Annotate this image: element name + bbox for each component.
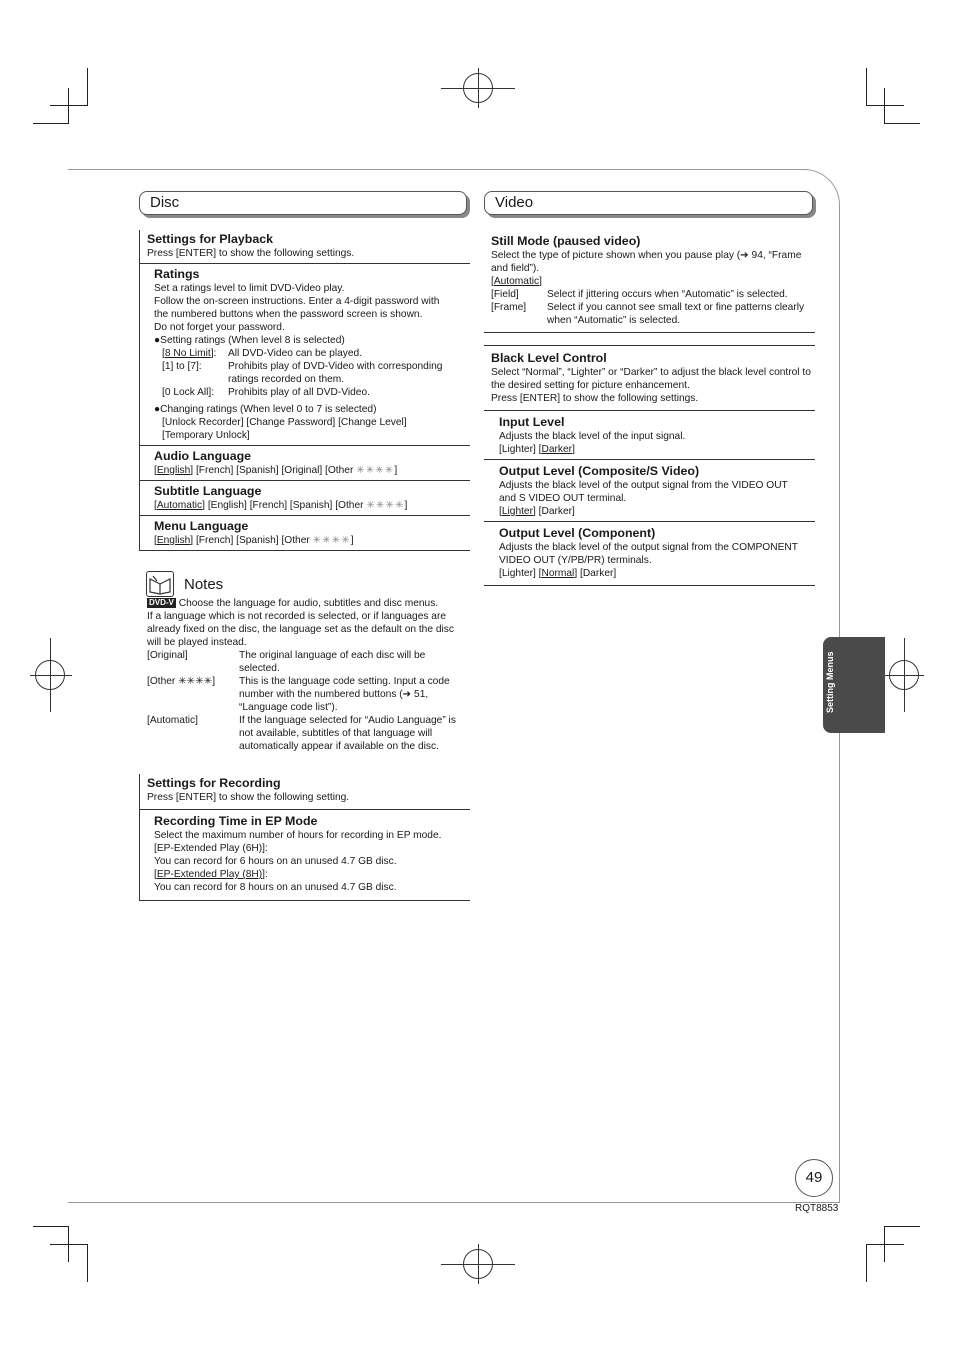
still-mode-option-key: [Frame] <box>491 302 527 313</box>
black-level-intro: Press [ENTER] to show the following settings. <box>491 393 699 404</box>
subtitle-language-title: Subtitle Language <box>154 484 262 498</box>
notes-line: Choose the language for audio, subtitles and disc menus. <box>178 598 439 609</box>
menu-language-options: [English] [French] [Spanish] [Other ✳✳✳✳] <box>154 535 354 546</box>
dvd-v-badge: DVD-V <box>149 598 174 607</box>
video-section-header: Video <box>484 191 813 215</box>
still-mode-option <box>491 288 815 301</box>
composite-output-block <box>484 459 815 521</box>
recording-settings-title: Settings for Recording <box>147 776 281 790</box>
ratings-desc-line: the numbered buttons when the password screen is shown. <box>154 309 423 320</box>
component-output-block <box>484 521 815 585</box>
ep-option-desc: You can record for 8 hours on an unused 4.7 GB disc. <box>154 882 397 893</box>
crop-mark <box>884 88 885 124</box>
notes-icon <box>146 571 174 597</box>
ratings-option <box>154 360 470 386</box>
black-level-title: Black Level Control <box>491 351 607 365</box>
still-mode-title: Still Mode (paused video) <box>491 234 641 248</box>
audio-language-block <box>140 445 470 480</box>
registration-mark <box>478 1244 479 1284</box>
playback-settings-title: Settings for Playback <box>147 232 274 246</box>
recording-settings-intro: Press [ENTER] to show the following setting. <box>147 792 350 803</box>
ratings-change-options: [Unlock Recorder] [Change Password] [Change Level] <box>162 417 407 428</box>
subtitle-language-block <box>140 480 470 515</box>
still-mode-option-desc: Select if jittering occurs when “Automatic” is selected. <box>547 289 788 300</box>
notes-item-desc: This is the language code setting. Input a code number with the numbered buttons (➔ 51, “Language code list”). <box>239 676 450 713</box>
notes-item-desc: If the language selected for “Audio Language” is not available, subtitles of that language will automatically appear if available on the disc. <box>239 715 456 752</box>
notes-paragraph: If a language which is not recorded is selected, or if languages are already fixed on the disc, the language set as the default on the disc will be played instead. <box>147 611 454 648</box>
crop-mark <box>866 68 867 106</box>
ep-mode-block <box>140 809 470 900</box>
ratings-title: Ratings <box>154 267 200 281</box>
notes-body <box>147 597 465 753</box>
ep-option-desc: You can record for 6 hours on an unused 4.7 GB disc. <box>154 856 397 867</box>
crop-mark <box>87 1244 88 1282</box>
notes-item-key: [Other ✳✳✳✳] <box>147 676 216 687</box>
crop-mark <box>884 123 920 124</box>
page-number: 49 <box>795 1159 833 1197</box>
crop-mark <box>866 105 904 106</box>
page-frame-bottom <box>68 1202 840 1203</box>
recording-settings-group <box>139 774 470 901</box>
composite-output-options: [Lighter] [Darker] <box>499 506 575 517</box>
playback-settings-intro: Press [ENTER] to show the following settings. <box>147 248 355 259</box>
registration-mark <box>478 68 479 108</box>
audio-language-title: Audio Language <box>154 449 252 463</box>
ratings-desc-line: Follow the on-screen instructions. Enter a 4-digit password with <box>154 296 440 307</box>
crop-mark <box>87 68 88 106</box>
registration-mark <box>30 675 72 676</box>
ratings-option: [8 No Limit]: All DVD-Video can be played. <box>162 348 363 359</box>
ratings-desc-line: Do not forget your password. <box>154 322 285 333</box>
notes-item-key: [Original] <box>147 650 188 661</box>
notes-item <box>147 675 465 714</box>
crop-mark <box>884 1226 920 1227</box>
audio-language-options: [English] [French] [Spanish] [Original] [Other ✳✳✳✳] <box>154 465 398 476</box>
ep-option: [EP-Extended Play (6H)]: <box>154 843 268 854</box>
ep-mode-desc: Select the maximum number of hours for recording in EP mode. <box>154 830 442 841</box>
input-level-desc: Adjusts the black level of the input signal. <box>499 431 686 442</box>
menu-language-block <box>140 515 470 550</box>
disc-section-header: Disc <box>139 191 467 215</box>
ratings-option <box>154 386 470 399</box>
registration-mark <box>904 638 905 712</box>
still-mode-option-key: [Field] <box>491 289 519 300</box>
notes-title: Notes <box>184 576 224 593</box>
ratings-block <box>140 263 470 445</box>
registration-mark <box>50 638 51 712</box>
black-level-desc: Select “Normal”, “Lighter” or “Darker” to adjust the black level control to the desired setting for picture enhancement. <box>491 367 811 391</box>
component-output-options: [Lighter] [Normal] [Darker] <box>499 568 617 579</box>
crop-mark <box>50 1244 88 1245</box>
black-level-group <box>484 345 815 586</box>
section-side-tab-label: Setting Menus <box>825 651 835 713</box>
ratings-option-key: [1] to [7]: <box>162 361 202 372</box>
ratings-bullet: ●Setting ratings (When level 8 is selected) <box>154 335 345 346</box>
ratings-option-desc: Prohibits play of DVD-Video with corresponding ratings recorded on them. <box>228 361 443 385</box>
crop-mark <box>866 1244 904 1245</box>
composite-output-desc: Adjusts the black level of the output signal from the VIDEO OUT and S VIDEO OUT terminal. <box>499 480 788 504</box>
menu-language-title: Menu Language <box>154 519 249 533</box>
component-output-desc: Adjusts the black level of the output signal from the COMPONENT VIDEO OUT (Y/PB/PR) terminals. <box>499 542 798 566</box>
video-column <box>484 232 815 586</box>
still-mode-block: Still Mode (paused video) Select the type of picture shown when you pause play (➔ 94, “Frame and field”). [Automatic] [Field] Select if jittering occurs when “Automatic” is selected. [Frame] Select if you cannot see small text or fine patterns clearly when “Automatic” is selected. <box>484 232 815 333</box>
crop-mark <box>33 123 69 124</box>
input-level-block <box>484 410 815 459</box>
input-level-options: [Lighter] [Darker] <box>499 444 575 455</box>
ratings-option-desc: Prohibits play of all DVD-Video. <box>228 387 370 398</box>
notes-item-desc: The original language of each disc will be selected. <box>239 650 426 674</box>
component-output-title: Output Level (Component) <box>499 526 656 540</box>
ratings-default: 8 No Limit <box>164 348 211 359</box>
ep-mode-title: Recording Time in EP Mode <box>154 814 318 828</box>
crop-mark <box>50 105 88 106</box>
disc-column <box>139 230 470 551</box>
still-mode-desc: Select the type of picture shown when you pause play (➔ 94, “Frame and field”). <box>491 250 802 274</box>
crop-mark <box>68 88 69 124</box>
notes-item <box>147 714 465 753</box>
still-mode-default: Automatic <box>493 276 540 287</box>
still-mode-option <box>491 301 815 327</box>
ratings-change-options: [Temporary Unlock] <box>162 430 250 441</box>
ratings-option-desc: All DVD-Video can be played. <box>228 348 363 359</box>
notes-item <box>147 649 465 675</box>
ratings-desc-line: Set a ratings level to limit DVD-Video play. <box>154 283 345 294</box>
still-mode-option-desc: Select if you cannot see small text or fine patterns clearly when “Automatic” is selected. <box>547 302 805 326</box>
crop-mark <box>33 1226 69 1227</box>
input-level-title: Input Level <box>499 415 565 429</box>
document-code: RQT8853 <box>795 1203 839 1214</box>
crop-mark <box>866 1244 867 1282</box>
ep-option: [EP-Extended Play (8H)]: <box>154 869 268 880</box>
ratings-option-key: [0 Lock All]: <box>162 387 215 398</box>
composite-output-title: Output Level (Composite/S Video) <box>499 464 700 478</box>
registration-mark <box>882 675 924 676</box>
subtitle-language-options: [Automatic] [English] [French] [Spanish] [Other ✳✳✳✳] <box>154 500 408 511</box>
notes-item-key: [Automatic] <box>147 715 198 726</box>
ratings-bullet: ●Changing ratings (When level 0 to 7 is selected) <box>154 404 377 415</box>
playback-settings-group <box>139 230 470 551</box>
page-frame-top <box>68 169 808 170</box>
